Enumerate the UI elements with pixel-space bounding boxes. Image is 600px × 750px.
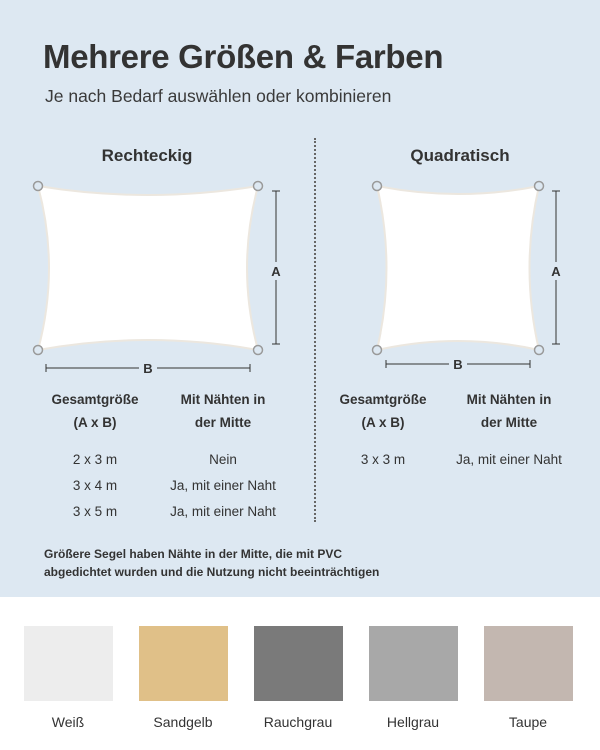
rectangular-title: Rechteckig (101, 146, 193, 165)
color-label: Sandgelb (153, 714, 213, 730)
rect-header-size (30, 388, 160, 434)
corner-ring-icon (535, 346, 544, 355)
table-cell-seam: Ja, mit einer Naht (170, 478, 276, 493)
table-cell-size: 3 x 3 m (360, 452, 406, 467)
rect-header-seam (158, 388, 288, 434)
square-header-seam-line1: Mit Nähten in (466, 392, 552, 407)
dimension-a-label: A (271, 264, 281, 279)
color-label: Rauchgrau (263, 714, 333, 730)
square-header-seam (444, 388, 574, 434)
page-subtitle: Je nach Bedarf auswählen oder kombinieren (45, 86, 392, 106)
square-header-size-line2: (A x B) (361, 415, 405, 430)
dimension-b-label: B (143, 361, 153, 376)
table-cell-size: 3 x 5 m (72, 504, 118, 519)
corner-ring-icon (34, 182, 43, 191)
table-cell-seam: Ja, mit einer Naht (456, 452, 562, 467)
corner-ring-icon (34, 346, 43, 355)
square-sail-diagram (370, 178, 580, 378)
color-swatch-light-grey[interactable] (369, 626, 458, 701)
page-title: Mehrere Größen & Farben (43, 38, 444, 75)
rect-header-size-line1: Gesamtgröße (51, 392, 139, 407)
color-label: Taupe (508, 714, 548, 730)
square-title: Quadratisch (410, 146, 510, 165)
color-swatch-taupe[interactable] (484, 626, 573, 701)
color-label: Weiß (51, 714, 85, 730)
color-swatch-sand[interactable] (139, 626, 228, 701)
rect-header-seam-line1: Mit Nähten in (180, 392, 266, 407)
table-cell-seam: Nein (209, 452, 237, 467)
section-divider (314, 138, 316, 522)
dimension-b-label: B (453, 357, 463, 372)
rect-header-size-line2: (A x B) (73, 415, 117, 430)
square-sail-shape (377, 186, 539, 350)
seam-note-line2: abgedichtet wurden und die Nutzung nicht beeinträchtigen (44, 565, 380, 579)
table-cell-size: 2 x 3 m (72, 452, 118, 467)
corner-ring-icon (535, 182, 544, 191)
color-swatch-smoke-grey[interactable] (254, 626, 343, 701)
square-header-seam-line2: der Mitte (480, 415, 538, 430)
table-cell-size: 3 x 4 m (72, 478, 118, 493)
corner-ring-icon (373, 182, 382, 191)
dimension-a-label: A (551, 264, 561, 279)
corner-ring-icon (254, 346, 263, 355)
rectangular-sail-shape (38, 186, 258, 350)
seam-note (44, 545, 379, 581)
seam-note-line1: Größere Segel haben Nähte in der Mitte, die mit PVC (44, 547, 343, 561)
rect-header-seam-line2: der Mitte (194, 415, 252, 430)
color-swatch-white[interactable] (24, 626, 113, 701)
square-header-size (318, 388, 448, 434)
color-label: Hellgrau (386, 714, 440, 730)
square-header-size-line1: Gesamtgröße (339, 392, 427, 407)
corner-ring-icon (254, 182, 263, 191)
rectangular-sail-diagram (30, 178, 300, 378)
table-cell-seam: Ja, mit einer Naht (170, 504, 276, 519)
corner-ring-icon (373, 346, 382, 355)
